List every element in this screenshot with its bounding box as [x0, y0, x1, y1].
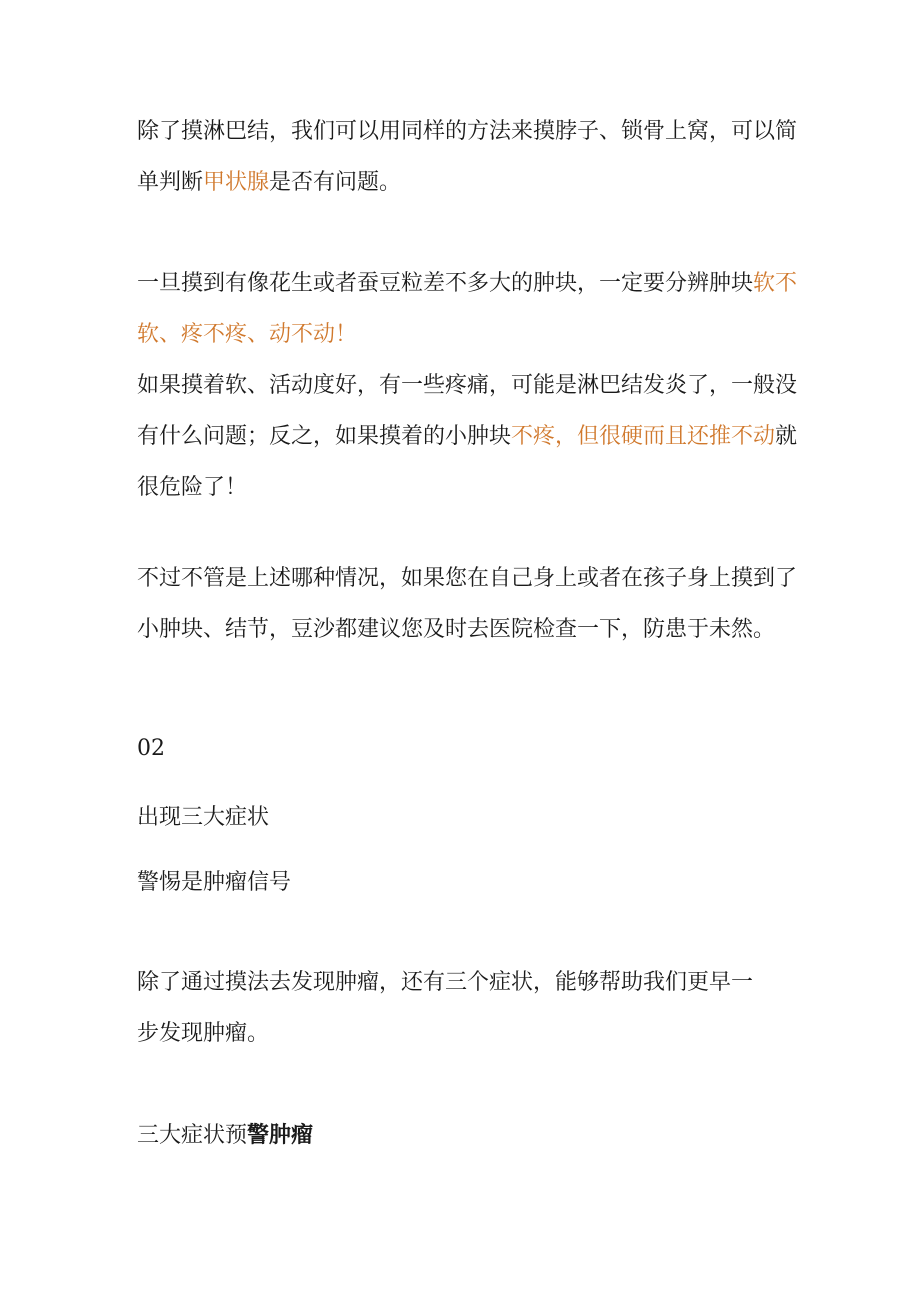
paragraph-text: 是否有问题。	[269, 170, 402, 195]
paragraph-thyroid-check	[137, 106, 798, 208]
section-title-line2: 警惕是肿瘤信号	[137, 870, 292, 895]
subheading-symptoms	[137, 1110, 787, 1161]
paragraph-line: 不过不管是上述哪种情况，如果您在自己身上或者在孩子身上摸到了	[137, 566, 798, 591]
paragraph-line: 除了通过摸法去发现肿瘤，还有三个症状，能够帮助我们更早一	[137, 970, 754, 995]
highlight-thyroid: 甲状腺	[203, 170, 270, 195]
paragraph-three-symptoms	[137, 957, 787, 1059]
paragraph-text: 单判断	[137, 170, 204, 195]
paragraph-line: 步发现肿瘤。	[137, 1021, 270, 1046]
highlight-criteria: 软、疼不疼、动不动！	[137, 322, 358, 347]
paragraph-line: 除了摸淋巴结，我们可以用同样的方法来摸脖子、锁骨上窝，可以简	[137, 119, 798, 144]
paragraph-line: 如果摸着软、活动度好，有一些疼痛，可能是淋巴结发炎了，一般没	[137, 373, 798, 398]
paragraph-text: 有什么问题；反之，如果摸着的小肿块	[137, 424, 512, 449]
paragraph-line: 小肿块、结节，豆沙都建议您及时去医院检查一下，防患于未然。	[137, 617, 776, 642]
paragraph-text: 就	[775, 424, 798, 449]
highlight-danger: 不疼，但很硬而且还推不动	[511, 424, 776, 449]
section-title-line1: 出现三大症状	[137, 805, 270, 830]
subheading-text: 三大症状预	[137, 1123, 248, 1148]
paragraph-line: 很危险了！	[137, 475, 248, 500]
paragraph-lump-danger	[137, 360, 798, 513]
subheading-bold: 警肿瘤	[247, 1123, 314, 1148]
paragraph-text: 一旦摸到有像花生或者蚕豆粒差不多大的肿块，一定要分辨肿块	[137, 271, 754, 296]
highlight-soft: 软不	[753, 271, 798, 296]
paragraph-lump-check	[137, 258, 798, 360]
section-number: 02	[137, 736, 165, 761]
paragraph-advice	[137, 553, 798, 655]
